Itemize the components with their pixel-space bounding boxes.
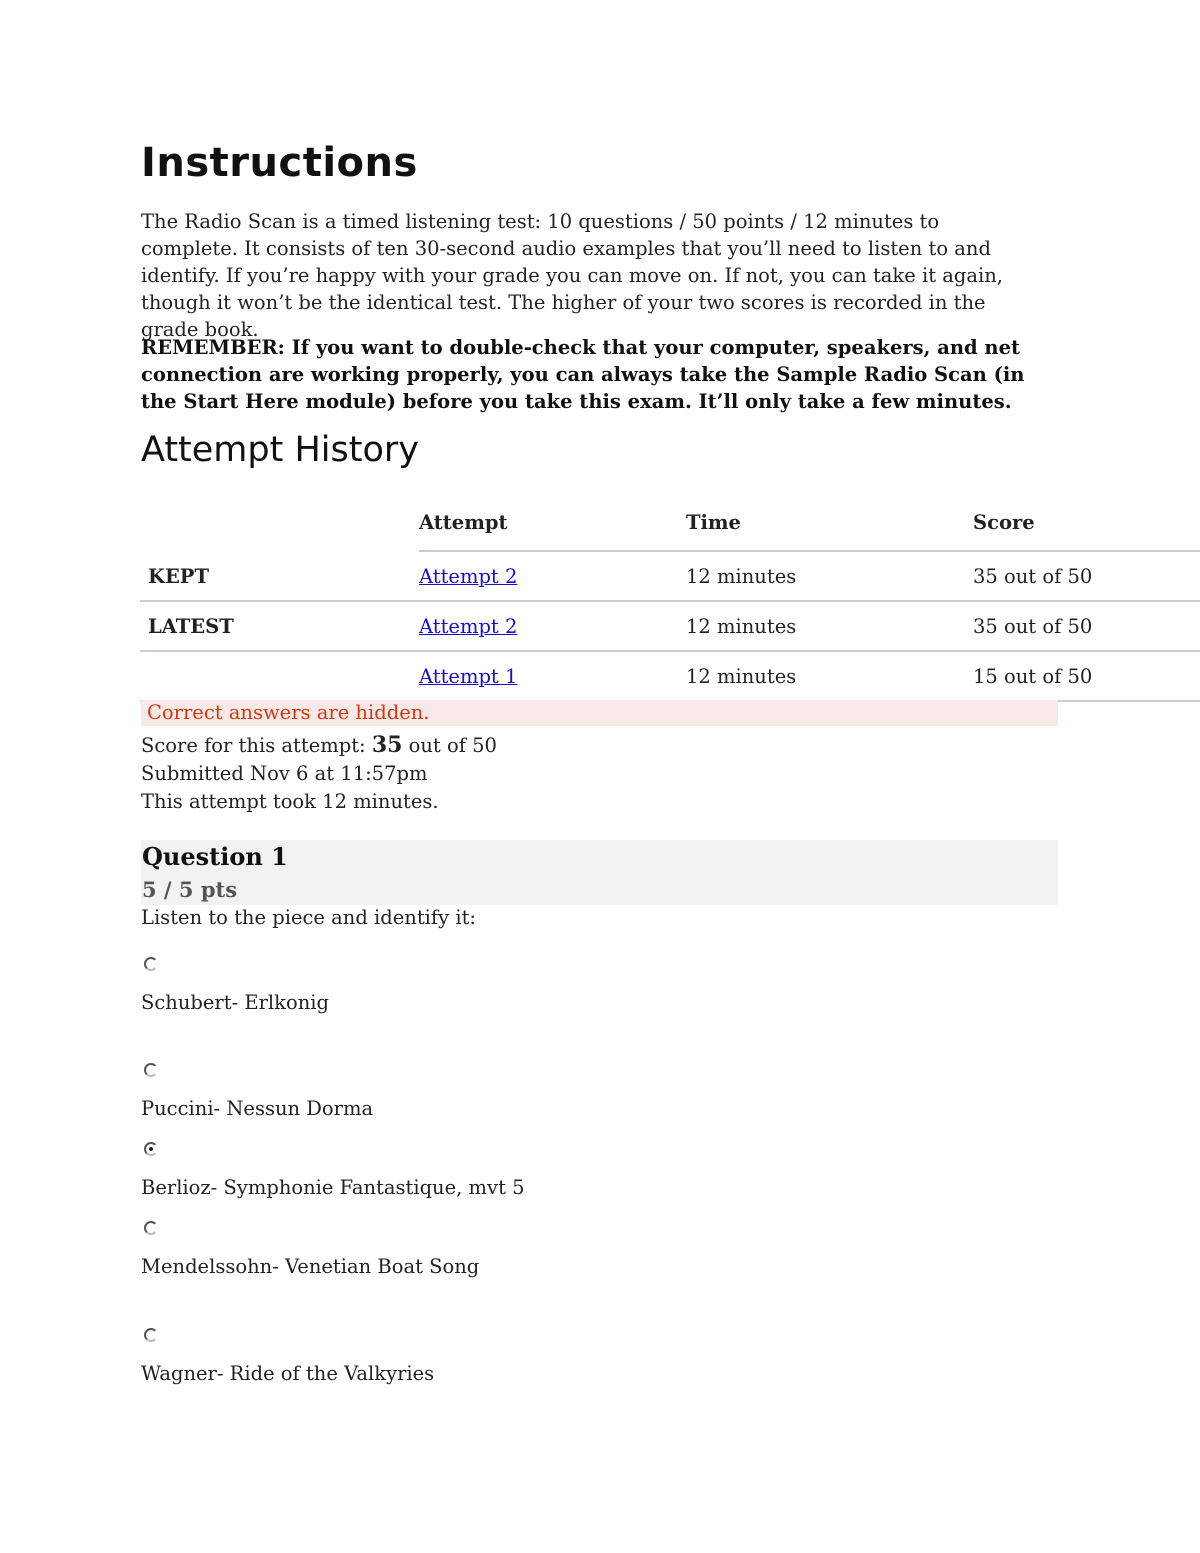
score-prefix: Score for this attempt: bbox=[141, 734, 372, 757]
radio-button-icon[interactable] bbox=[144, 1063, 158, 1077]
submitted-line: Submitted Nov 6 at 11:57pm bbox=[141, 762, 428, 785]
attempt-link[interactable]: Attempt 1 bbox=[419, 664, 518, 688]
instructions-text: The Radio Scan is a timed listening test: 10 questions / 50 points / 12 minutes to complete. It consists of ten 30-second audio examples that you’ll need to listen to and identify. If you’re happy with your grade you can move on. If not, you can take it again, though it won’t be the identical test. The higher of your two scores is recorded in the grade book. bbox=[141, 210, 1003, 341]
radio-button-icon[interactable] bbox=[144, 957, 158, 971]
remember-note: REMEMBER: If you want to double-check that your computer, speakers, and net connection are working properly, you can always take the Sample Radio Scan (in the Start Here module) before you take this exam. It’ll only take a few minutes. bbox=[141, 336, 1025, 413]
attempt-history-table bbox=[140, 494, 1200, 702]
column-header-time: Time bbox=[686, 494, 973, 551]
question-title: Question 1 bbox=[142, 842, 288, 871]
radio-button-icon[interactable] bbox=[144, 1221, 158, 1235]
radio-button-icon[interactable] bbox=[144, 1328, 158, 1342]
table-header-row bbox=[140, 494, 1200, 551]
column-header-label bbox=[140, 494, 419, 551]
row-label-latest: LATEST bbox=[140, 601, 419, 651]
attempt-time: 12 minutes bbox=[686, 551, 973, 601]
correct-answers-hidden-note: Correct answers are hidden. bbox=[141, 700, 1058, 726]
table-row bbox=[140, 551, 1200, 601]
radio-button-selected-icon[interactable] bbox=[144, 1142, 158, 1156]
attempt-summary bbox=[141, 731, 497, 816]
attempt-link[interactable]: Attempt 2 bbox=[419, 564, 518, 588]
attempt-history-heading: Attempt History bbox=[141, 430, 419, 470]
attempt-time: 12 minutes bbox=[686, 601, 973, 651]
answer-label: Puccini- Nessun Dorma bbox=[141, 1097, 374, 1120]
table-row bbox=[140, 601, 1200, 651]
question-prompt: Listen to the piece and identify it: bbox=[141, 906, 476, 929]
row-label-kept: KEPT bbox=[140, 551, 419, 601]
score-suffix: out of 50 bbox=[402, 734, 497, 757]
answer-label: Mendelssohn- Venetian Boat Song bbox=[141, 1255, 480, 1278]
column-header-attempt: Attempt bbox=[419, 494, 686, 551]
instructions-heading: Instructions bbox=[141, 140, 418, 186]
score-value: 35 bbox=[371, 732, 403, 758]
duration-line: This attempt took 12 minutes. bbox=[141, 790, 439, 813]
answer-label: Berlioz- Symphonie Fantastique, mvt 5 bbox=[141, 1176, 525, 1199]
table-row bbox=[140, 651, 1200, 701]
answer-label: Schubert- Erlkonig bbox=[141, 991, 329, 1014]
answer-label: Wagner- Ride of the Valkyries bbox=[141, 1362, 435, 1385]
attempt-score: 35 out of 50 bbox=[973, 601, 1200, 651]
attempt-score: 15 out of 50 bbox=[973, 651, 1200, 701]
attempt-score: 35 out of 50 bbox=[973, 551, 1200, 601]
score-line bbox=[141, 731, 497, 760]
column-header-score: Score bbox=[973, 494, 1200, 551]
row-label-empty bbox=[140, 651, 419, 701]
attempt-time: 12 minutes bbox=[686, 651, 973, 701]
attempt-link[interactable]: Attempt 2 bbox=[419, 614, 518, 638]
question-header bbox=[141, 840, 1058, 905]
question-points: 5 / 5 pts bbox=[142, 877, 238, 902]
